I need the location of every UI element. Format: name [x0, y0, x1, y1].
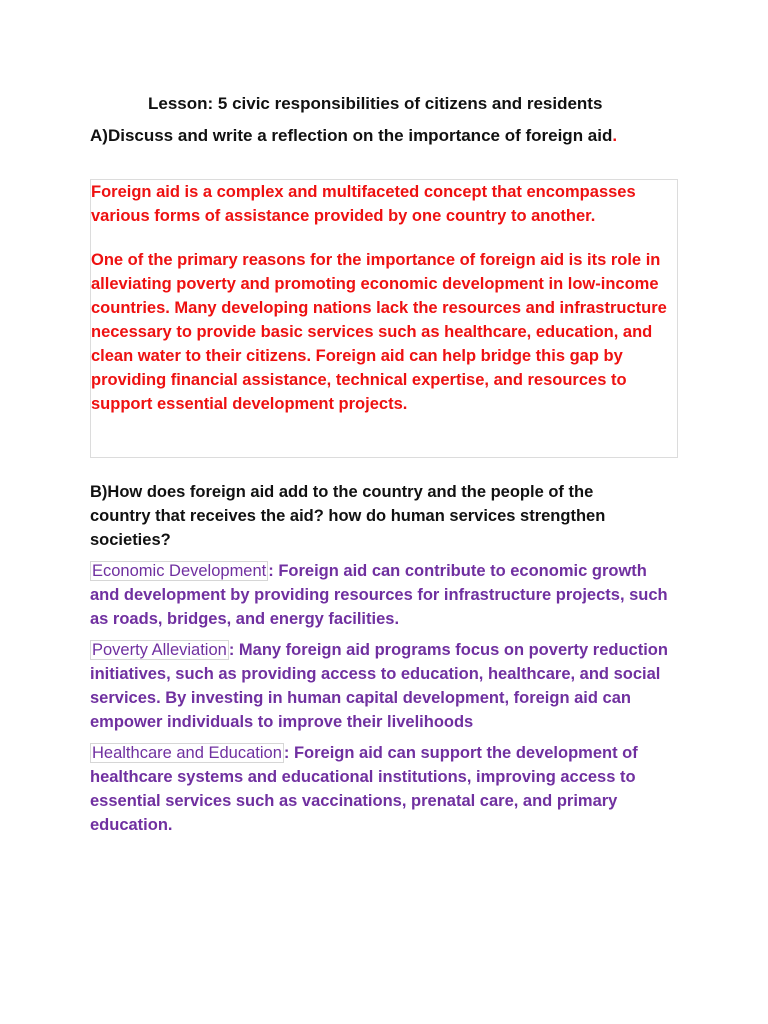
question-a-trailing-mark: . — [612, 126, 618, 145]
point-healthcare-and-education — [90, 741, 680, 837]
point-body: : Foreign aid can support the development of healthcare systems and educational institutions, improving access to essential services such as vaccinations, prenatal care, and primary education. — [90, 744, 638, 834]
lesson-title: Lesson: 5 civic responsibilities of citizens and residents — [148, 94, 603, 113]
question-b: B)How does foreign aid add to the country and the people of the country that receives the aid? how do human services strengthen societies? — [90, 483, 606, 549]
answer-a-paragraph-1: Foreign aid is a complex and multifaceted concept that encompasses various forms of assistance provided by one country to another. — [91, 183, 636, 225]
point-body: : Foreign aid can contribute to economic growth and development by providing resources for infrastructure projects, such as roads, bridges, and energy facilities. — [90, 562, 668, 628]
point-term: Economic Development — [92, 562, 267, 580]
question-a — [90, 126, 617, 146]
point-term: Healthcare and Education — [92, 744, 282, 762]
point-term: Poverty Alleviation — [92, 641, 227, 659]
answer-a-paragraph-2: One of the primary reasons for the importance of foreign aid is its role in alleviating poverty and promoting economic development in low-income countries. Many developing nations lack the resources and infrastructure necessary to provide basic services such as healthcare, education, and clean water to their citizens. Foreign aid can help bridge this gap by providing financial assistance, technical expertise, and resources to support essential development projects. — [91, 251, 667, 413]
point-body: : Many foreign aid programs focus on poverty reduction initiatives, such as providing access to education, healthcare, and social services. By investing in human capital development, foreign aid can empower individuals to improve their livelihoods — [90, 641, 668, 731]
question-a-text: A)Discuss and write a reflection on the importance of foreign aid — [90, 126, 613, 145]
point-poverty-alleviation — [90, 638, 680, 734]
point-economic-development — [90, 559, 680, 631]
